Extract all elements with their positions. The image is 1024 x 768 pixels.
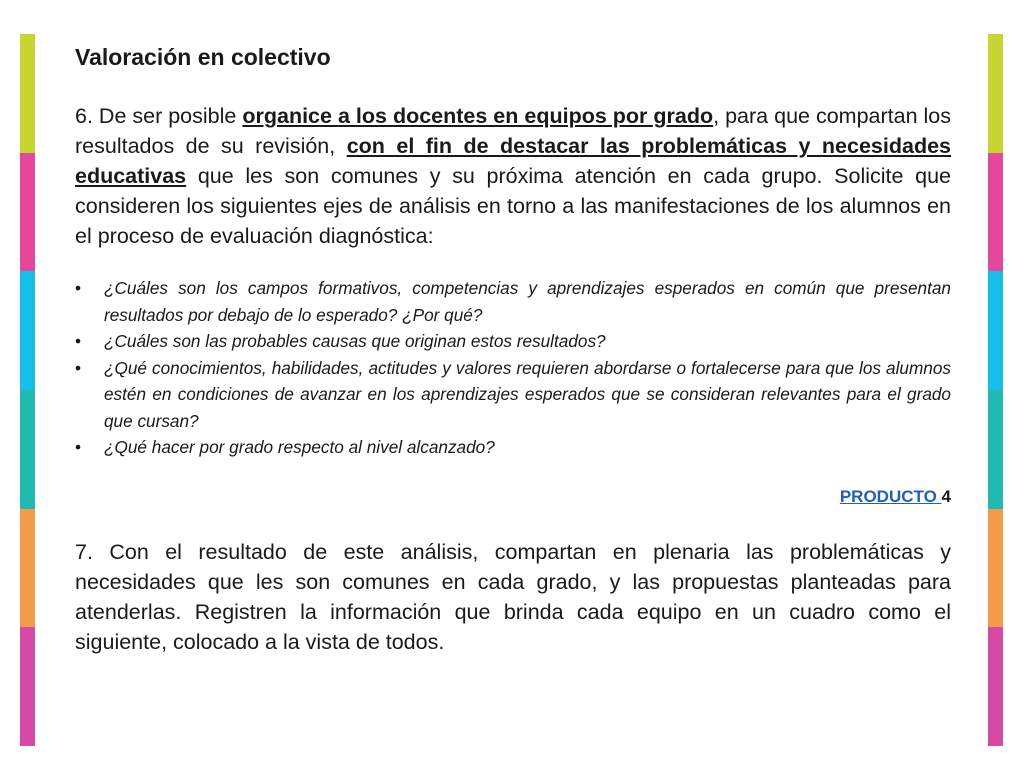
stripe-segment-magenta <box>988 627 1003 746</box>
paragraph-6-emphasis-2: con el fin de destacar las problemáticas y necesidades educativas <box>75 134 951 188</box>
paragraph-7: 7. Con el resultado de este análisis, compartan en plenaria las problemáticas y necesidades que les son comunes en cada grado, y las propuestas planteadas para atenderlas. Registren la información que brinda cada equipo en un cuadro como el siguiente, colocado a la vista de todos. <box>75 539 951 654</box>
list-item <box>75 275 951 328</box>
question-text: ¿Cuáles son las probables causas que originan estos resultados? <box>104 331 606 351</box>
stripe-segment-lime <box>20 34 35 153</box>
stripe-segment-teal <box>20 390 35 509</box>
list-item <box>75 434 951 461</box>
stripe-segment-orange <box>988 509 1003 628</box>
slide-content <box>75 40 951 657</box>
right-color-stripe <box>988 34 1003 746</box>
stripe-segment-pink <box>988 153 1003 272</box>
list-item <box>75 328 951 355</box>
bullet-icon: • <box>75 331 82 351</box>
stripe-segment-pink <box>20 153 35 272</box>
producto-link[interactable]: PRODUCTO <box>839 486 942 506</box>
question-text: ¿Qué hacer por grado respecto al nivel alcanzado? <box>104 437 495 457</box>
slide-title: Valoración en colectivo <box>75 44 331 70</box>
stripe-segment-lime <box>988 34 1003 153</box>
bullet-icon: • <box>75 278 82 298</box>
producto-number: 4 <box>941 486 951 506</box>
analysis-questions-list <box>75 275 951 461</box>
paragraph-6-text-2: , para que compartan los resultados de su revisión, <box>75 104 952 158</box>
left-color-stripe <box>20 34 35 746</box>
stripe-segment-cyan <box>988 271 1003 390</box>
paragraph-6-text-1: 6. De ser posible <box>75 104 243 128</box>
bullet-icon: • <box>75 437 82 457</box>
stripe-segment-magenta <box>20 627 35 746</box>
stripe-segment-teal <box>988 390 1003 509</box>
list-item <box>75 355 951 435</box>
producto-reference <box>75 485 951 509</box>
stripe-segment-cyan <box>20 271 35 390</box>
paragraph-6 <box>75 101 951 251</box>
paragraph-6-emphasis-1: organice a los docentes en equipos por grado <box>242 104 714 128</box>
paragraph-6-text-3: que les son comunes y su próxima atención en cada grupo. Solicite que consideren los siguientes ejes de análisis en torno a las manifestaciones de los alumnos en el proceso de evaluación diagnóstica: <box>75 164 951 248</box>
question-text: ¿Cuáles son los campos formativos, competencias y aprendizajes esperados en común que presentan resultados por debajo de lo esperado? ¿Por qué? <box>104 278 951 325</box>
bullet-icon: • <box>75 357 82 378</box>
stripe-segment-orange <box>20 509 35 628</box>
question-text: ¿Qué conocimientos, habilidades, actitudes y valores requieren abordarse o fortalecerse para que los alumnos estén en condiciones de avanzar en los aprendizajes esperados que se consideran relevantes para el grado que cursan? <box>104 357 951 431</box>
